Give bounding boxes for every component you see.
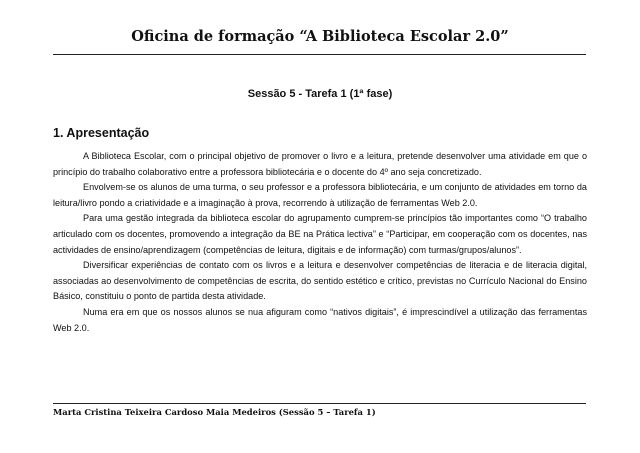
footer-divider [53,403,586,404]
section-body [53,149,587,336]
paragraph: Diversificar experiências de contato com os livros e a leitura e desenvolver competências de literacia e de literacia digital, associadas ao desenvolvimento de competências de escrita, do sentido estético e crítico, previstas no Currículo Nacional do Ensino Básico, constituiu o ponto de partida desta atividade. [53,260,587,302]
document-header-title: Oficina de formação “A Biblioteca Escolar 2.0” [131,28,509,45]
paragraph: Envolvem-se os alunos de uma turma, o seu professor e a professora bibliotecária, e um conjunto de atividades em torno da leitura/livro pondo a criatividade e a imaginação à prova, recorrendo à utilização de ferramentas Web 2.0. [53,182,587,208]
session-title: Sessão 5 - Tarefa 1 (1ª fase) [247,88,393,100]
paragraph: A Biblioteca Escolar, com o principal objetivo de promover o livro e a leitura, pretende desenvolver uma atividade em que o princípio do trabalho colaborativo entre a professora bibliotecária e o docente do 4º ano seja concretizado. [53,151,587,177]
paragraph: Numa era em que os nossos alunos se nua afiguram como “nativos digitais”, é imprescindível a utilização das ferramentas Web 2.0. [53,306,587,333]
paragraph: Para uma gestão integrada da biblioteca escolar do agrupamento cumprem-se princípios tão importantes como “O trabalho articulado com os docentes, promovendo a integração da BE na Prática lectiva” e “Participar, em cooperação com os docentes, nas actividades de ensino/aprendizagem (competências de leitura, digitais e de informação) com turmas/grupos/alunos”. [53,213,587,255]
document-footer: Marta Cristina Teixeira Cardoso Maia Medeiros (Sessão 5 – Tarefa 1) [53,407,376,417]
section-heading: 1. Apresentação [53,126,150,140]
header-divider [53,54,586,55]
